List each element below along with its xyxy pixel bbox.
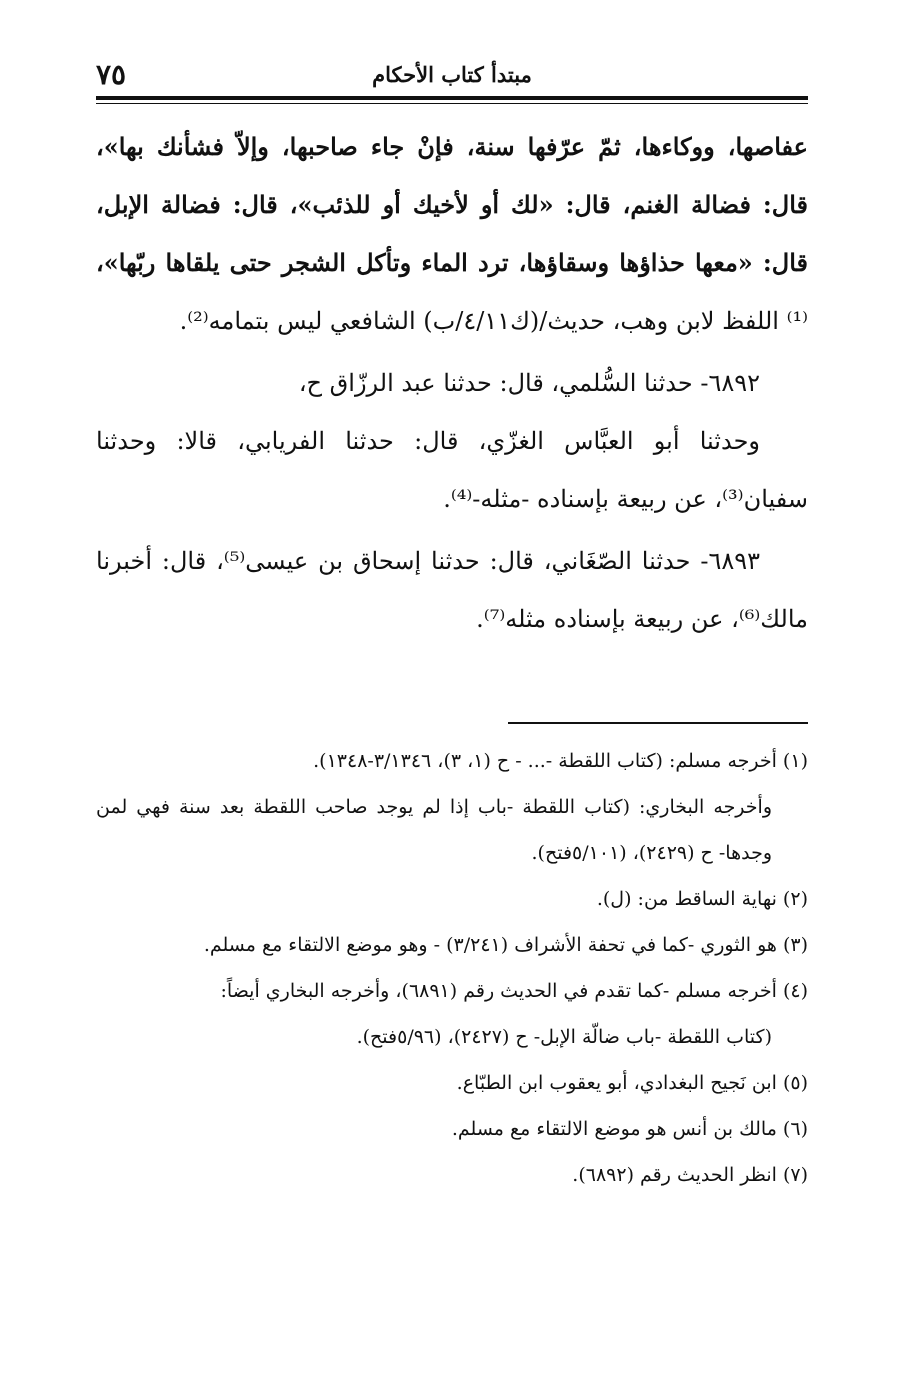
- footnotes: [96, 738, 808, 1198]
- header-rule-thin: [96, 103, 808, 104]
- page-header: [96, 58, 808, 98]
- footnote-4: (٤) أخرجه مسلم -كما تقدم في الحديث رقم (٦٨٩١)، وأخرجه البخاري أيضاً:: [220, 980, 808, 1002]
- hadith-6892-chain: ٦٨٩٢- حدثنا السُّلمي، قال: حدثنا عبد الرزّاق ح،: [298, 369, 760, 397]
- page-number: ٧٥: [96, 58, 127, 91]
- footnote-2: (٢) نهاية الساقط من: (ل).: [596, 888, 808, 910]
- footnote-4-continuation: (كتاب اللقطة -باب ضالّة الإبل- ح (٢٤٢٧)، (٥/٩٦فتح).: [356, 1026, 772, 1048]
- footnote-1: (١) أخرجه مسلم: (كتاب اللقطة -... - ح (١، ٣)، ٣/١٣٤٦-١٣٤٨).: [313, 750, 808, 772]
- footnote-7: (٧) انظر الحديث رقم (٦٨٩٢).: [572, 1164, 808, 1186]
- hadith-commentary: ⁽¹⁾ اللفظ لابن وهب، حديث/(ك٤/١١/ب) الشافعي ليس بتمامه⁽²⁾.: [179, 307, 808, 335]
- running-title: مبتدأ كتاب الأحكام: [372, 62, 532, 87]
- footnote-1-continuation: وأخرجه البخاري: (كتاب اللقطة -باب إذا لم يوجد صاحب اللقطة بعد سنة فهي لمن وجدها- ح (٢٤٢٩)، (٥/١٠١فتح).: [96, 796, 772, 864]
- footnote-6: (٦) مالك بن أنس هو موضع الالتقاء مع مسلم.: [451, 1118, 808, 1140]
- main-text: [96, 118, 808, 648]
- footnote-5: (٥) ابن نَجيح البغدادي، أبو يعقوب ابن الطبّاع.: [456, 1072, 808, 1094]
- hadith-6893: ٦٨٩٣- حدثنا الصّغَاني، قال: حدثنا إسحاق بن عيسى⁽⁵⁾، قال: أخبرنا مالك⁽⁶⁾، عن ربيعة بإسناده مثله⁽⁷⁾.: [96, 547, 808, 633]
- footnote-separator: [508, 722, 808, 724]
- hadith-6892-continuation: وحدثنا أبو العبَّاس الغزّي، قال: حدثنا الفريابي، قالا: وحدثنا سفيان⁽³⁾، عن ربيعة بإسناده -مثله-⁽⁴⁾.: [96, 427, 808, 513]
- header-rule-thick: [96, 96, 808, 100]
- paragraph-hadith-continuation: [96, 118, 808, 350]
- hadith-text-bold: عفاصها، ووكاءها، ثمّ عرّفها سنة، فإنْ جاء صاحبها، وإلاّ فشأنك بها»، قال: فضالة الغنم، قال: «لك أو لأخيك أو للذئب»، قال: فضالة الإبل، قال: «معها حذاؤها وسقاؤها، ترد الماء وتأكل الشجر حتى يلقاها ربّها»،: [96, 132, 809, 277]
- footnote-3: (٣) هو الثوري -كما في تحفة الأشراف (٣/٢٤١) - وهو موضع الالتقاء مع مسلم.: [203, 934, 808, 956]
